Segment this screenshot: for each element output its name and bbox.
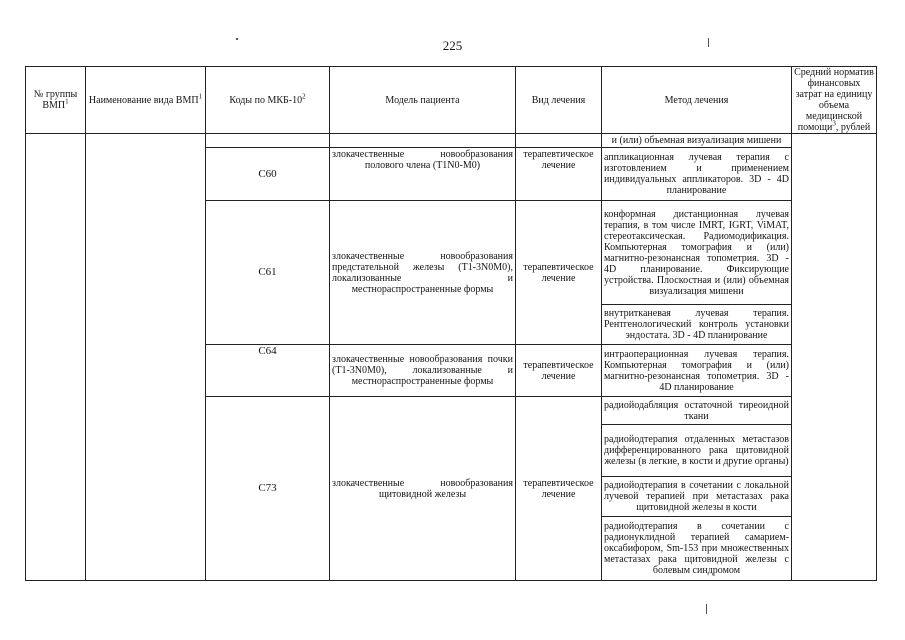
icd-code-cell: C61 [206, 201, 330, 345]
vmp-table [25, 66, 877, 581]
group-no-cell [26, 134, 86, 581]
treatment-method-cell: и (или) объемная визуализация мишени [602, 134, 792, 148]
header-treatment-method: Метод лечения [602, 67, 792, 134]
patient-model-cell: злокачественные новообразования предстательной железы (T1-3N0M0), локализованные и местнораспространенные формы [330, 201, 516, 345]
patient-model-cell [330, 134, 516, 148]
vmp-name-cell [86, 134, 206, 581]
patient-model-cell: злокачественные новообразования почки (T1-3N0M0), локализованные и местнораспространенные формы [330, 345, 516, 397]
scan-speck [708, 38, 709, 47]
header-patient-model: Модель пациента [330, 67, 516, 134]
page-number: 225 [442, 38, 463, 53]
treatment-method-cell: радиойодабляция остаточной тиреоидной ткани [602, 397, 792, 425]
treatment-type-cell: терапевтическое лечение [516, 397, 602, 581]
patient-model-cell: злокачественные новообразования полового члена (T1N0-M0) [330, 148, 516, 201]
treatment-method-cell: радиойодтерапия в сочетании с радионуклидной терапией самарием-оксабифором, Sm-153 при множественных метастазах рака щитовидной железы с болевым синдромом [602, 517, 792, 581]
treatment-type-cell [516, 134, 602, 148]
header-cost-norm: Средний норматив финансовых затрат на единицу объема медицинской помощи$^3$, рублей [792, 67, 877, 134]
icd-code-cell: C73 [206, 397, 330, 581]
treatment-type-cell: терапевтическое лечение [516, 201, 602, 345]
treatment-method-cell: конформная дистанционная лучевая терапия, в том числе IMRT, IGRT, ViMAT, стереотаксическая. Радиомодификация. Компьютерная томография и (или) магнитно-резонансная топометрия. 3D - 4D планирование. Фиксирующие устройства. Плоскостная и (или) объемная визуализация мишени [602, 201, 792, 305]
treatment-method-cell: радиойодтерапия отдаленных метастазов дифференцированного рака щитовидной железы (в легкие, в кости и другие органы) [602, 425, 792, 477]
treatment-method-cell: внутритканевая лучевая терапия. Рентгенологический контроль установки эндостата. 3D - 4D планирование [602, 305, 792, 345]
cost-norm-cell [792, 134, 877, 581]
header-row [26, 67, 877, 134]
table-row [26, 134, 877, 148]
scan-speck [236, 38, 238, 40]
header-vmp-name: Наименование вида ВМП$^1$ [86, 67, 206, 134]
header-icd-codes: Коды по МКБ-$10^2$ [206, 67, 330, 134]
treatment-method-cell: радиойодтерапия в сочетании с локальной лучевой терапией при метастазах рака щитовидной железы в кости [602, 477, 792, 517]
header-group-no: № группы ВМП$^1$ [26, 67, 86, 134]
treatment-method-cell: интраоперационная лучевая терапия. Компьютерная томография и (или) магнитно-резонансная топометрия. 3D - 4D планирование [602, 345, 792, 397]
treatment-type-cell: терапевтическое лечение [516, 345, 602, 397]
icd-code-cell [206, 134, 330, 148]
header-treatment-type: Вид лечения [516, 67, 602, 134]
scan-speck [706, 604, 707, 614]
treatment-method-cell: аппликационная лучевая терапия с изготовлением и применением индивидуальных аппликаторов. 3D - 4D планирование [602, 148, 792, 201]
icd-code-cell: C60 [206, 148, 330, 201]
treatment-type-cell: терапевтическое лечение [516, 148, 602, 201]
icd-code-cell: C64 [206, 345, 330, 397]
patient-model-cell: злокачественные новообразования щитовидной железы [330, 397, 516, 581]
